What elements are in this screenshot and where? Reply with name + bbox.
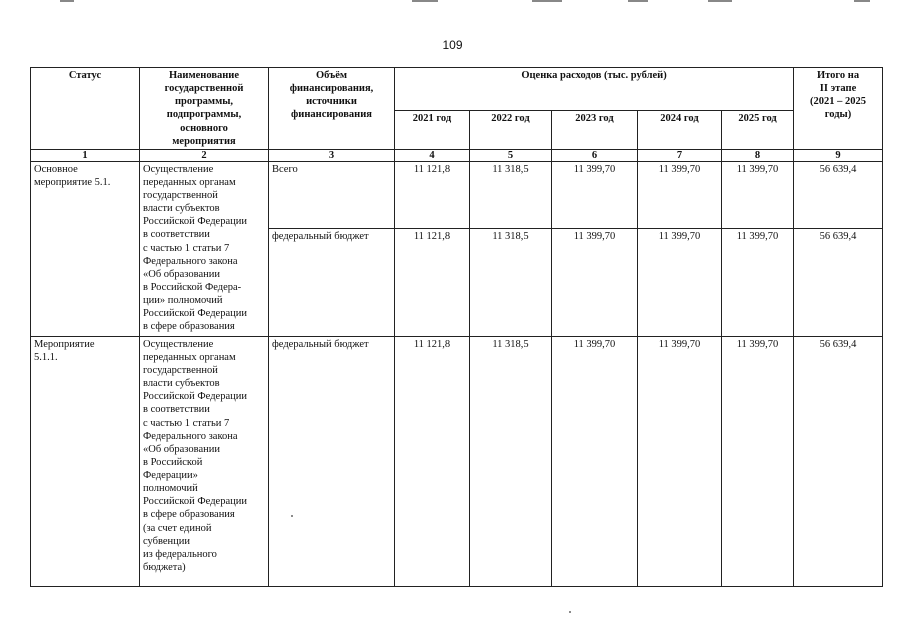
column-number: 1 [31, 149, 140, 161]
scan-artifact [532, 0, 562, 2]
value-cell: 11 399,70 [552, 336, 638, 586]
value-cell: 11 318,5 [470, 161, 552, 228]
scan-artifact [60, 0, 74, 2]
total-cell: 56 639,4 [794, 228, 883, 336]
row-status: Мероприятие 5.1.1. [31, 336, 140, 586]
scan-speck [569, 611, 571, 613]
header-year: 2021 год [395, 110, 470, 149]
value-cell: 11 399,70 [552, 161, 638, 228]
scan-artifact [628, 0, 648, 2]
value-cell: 11 318,5 [470, 228, 552, 336]
funding-source: федеральный бюджет [269, 336, 395, 586]
page-number: 109 [442, 38, 463, 52]
funding-source: Всего [269, 161, 395, 228]
total-cell: 56 639,4 [794, 161, 883, 228]
value-cell: 11 399,70 [722, 336, 794, 586]
value-cell: 11 399,70 [722, 228, 794, 336]
column-number: 5 [470, 149, 552, 161]
value-cell: 11 318,5 [470, 336, 552, 586]
header-year: 2024 год [638, 110, 722, 149]
column-number: 8 [722, 149, 794, 161]
table-row [31, 336, 883, 586]
value-cell: 11 399,70 [722, 161, 794, 228]
scan-speck [291, 515, 293, 517]
header-year: 2023 год [552, 110, 638, 149]
value-cell: 11 121,8 [395, 336, 470, 586]
value-cell: 11 121,8 [395, 228, 470, 336]
column-number: 2 [140, 149, 269, 161]
header-estimate: Оценка расходов (тыс. рублей) [395, 68, 794, 111]
value-cell: 11 121,8 [395, 161, 470, 228]
value-cell: 11 399,70 [638, 161, 722, 228]
row-status: Основное мероприятие 5.1. [31, 161, 140, 336]
column-number: 6 [552, 149, 638, 161]
column-number: 9 [794, 149, 883, 161]
scan-artifact [708, 0, 732, 2]
value-cell: 11 399,70 [638, 336, 722, 586]
scan-artifact [412, 0, 438, 2]
value-cell: 11 399,70 [638, 228, 722, 336]
row-name: Осуществление переданных органам государственной власти субъектов Российской Федерации в соответствии с частью 1 статьи 7 Федерального закона «Об образовании в Российской Федера- ции» полномочий Российской Федерации в сфере образования [140, 161, 269, 336]
budget-table [30, 67, 883, 587]
total-cell: 56 639,4 [794, 336, 883, 586]
column-number: 3 [269, 149, 395, 161]
header-total: Итого на II этапе (2021 – 2025 годы) [794, 68, 883, 150]
header-funding: Объём финансирования, источники финансирования [269, 68, 395, 150]
header-status: Статус [31, 68, 140, 150]
funding-source: федеральный бюджет [269, 228, 395, 336]
header-program-name: Наименование государственной программы, подпрограммы, основного мероприятия [140, 68, 269, 150]
header-year: 2022 год [470, 110, 552, 149]
table-row [31, 161, 883, 228]
header-year: 2025 год [722, 110, 794, 149]
row-name: Осуществление переданных органам государственной власти субъектов Российской Федерации в соответствии с частью 1 статьи 7 Федерального закона «Об образовании в Российской Федерации» полномочий Российской Федерации в сфере образования (за счет единой субвенции из федерального бюджета) [140, 336, 269, 586]
column-number: 4 [395, 149, 470, 161]
column-number: 7 [638, 149, 722, 161]
value-cell: 11 399,70 [552, 228, 638, 336]
scan-artifact [854, 0, 870, 2]
